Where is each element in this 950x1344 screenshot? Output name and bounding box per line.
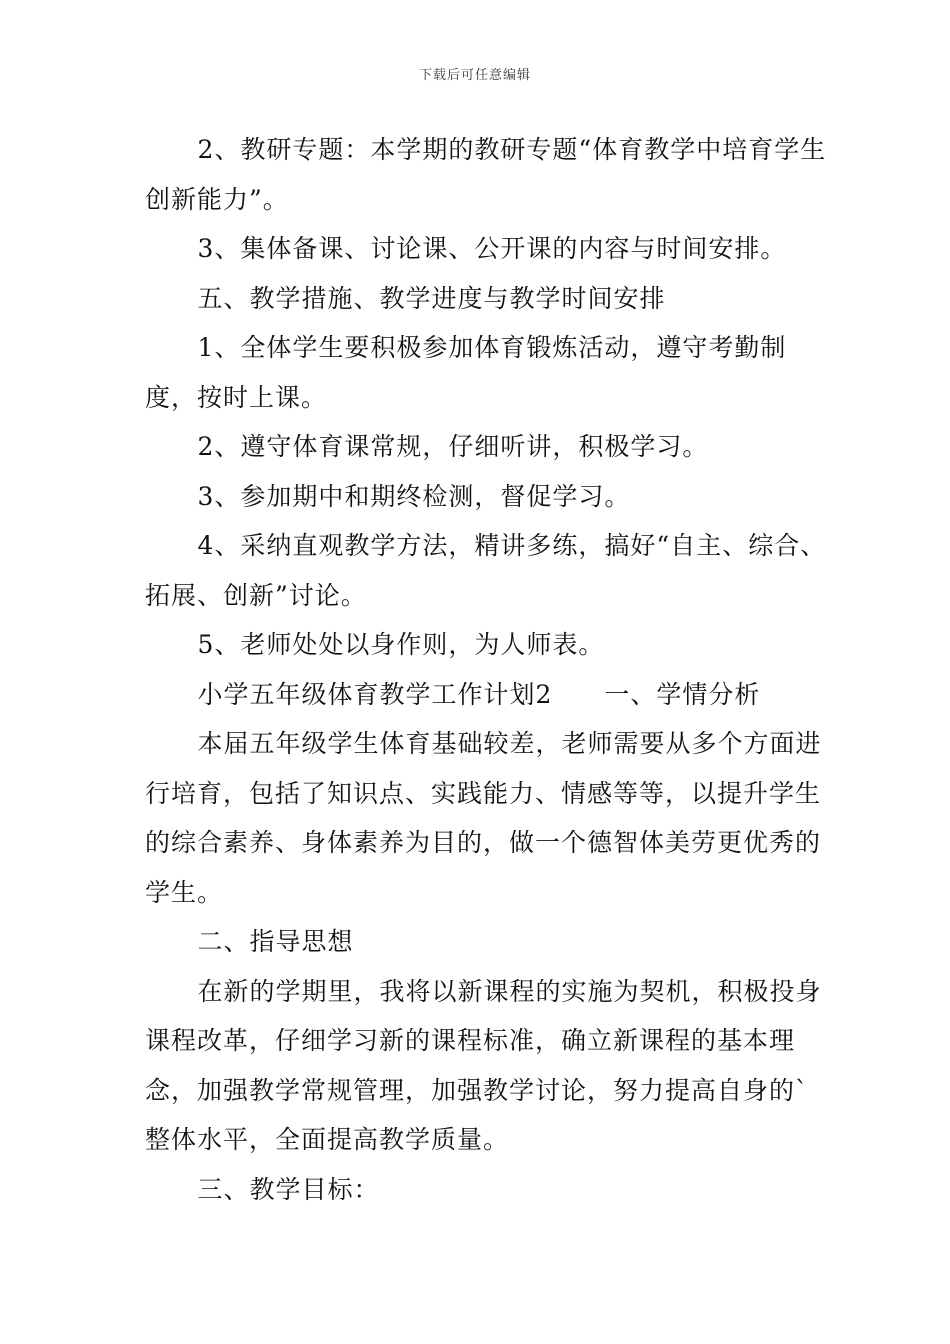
- paragraph-measure-2: 2、遵守体育课常规，仔细听讲，积极学习。: [197, 432, 709, 461]
- page-header-note: 下载后可任意编辑: [418, 68, 531, 83]
- section-heading-teaching-measures: 五、教学措施、教学进度与教学时间安排: [197, 283, 666, 313]
- section-heading-guiding-ideology: 二、指导思想: [197, 927, 354, 956]
- document-body: [145, 125, 830, 1214]
- paragraph-research-topic: 2、教研专题：本学期的教研专题“体育教学中培育学生创新能力”。: [145, 135, 827, 214]
- paragraph-measure-3: 3、参加期中和期终检测，督促学习。: [197, 481, 631, 511]
- paragraph-guiding-ideology: 在新的学期里，我将以新课程的实施为契机，积极投身课程改革，仔细学习新的课程标准，确立新课程的基本理念，加强教学常规管理，加强教学讨论，努力提高自身的`整体水平，全面提高教学质量。: [145, 976, 822, 1154]
- paragraph-measure-1: 1、全体学生要积极参加体育锻炼活动，遵守考勤制度，按时上课。: [145, 333, 787, 412]
- section-heading-teaching-goals: 三、教学目标：: [197, 1174, 380, 1204]
- paragraph-student-analysis: 本届五年级学生体育基础较差，老师需要从多个方面进行培育，包括了知识点、实践能力、情感等等，以提升学生的综合素养、身体素养为目的，做一个德智体美劳更优秀的学生。: [145, 729, 822, 907]
- paragraph-measure-4: 4、采纳直观教学方法，精讲多练，搞好“自主、综合、拓展、创新”讨论。: [145, 531, 827, 610]
- plan-2-title: 小学五年级体育教学工作计划2 一、学情分析: [197, 679, 761, 709]
- paragraph-measure-5: 5、老师处处以身作则，为人师表。: [197, 630, 605, 659]
- paragraph-lesson-schedule: 3、集体备课、讨论课、公开课的内容与时间安排。: [197, 234, 787, 263]
